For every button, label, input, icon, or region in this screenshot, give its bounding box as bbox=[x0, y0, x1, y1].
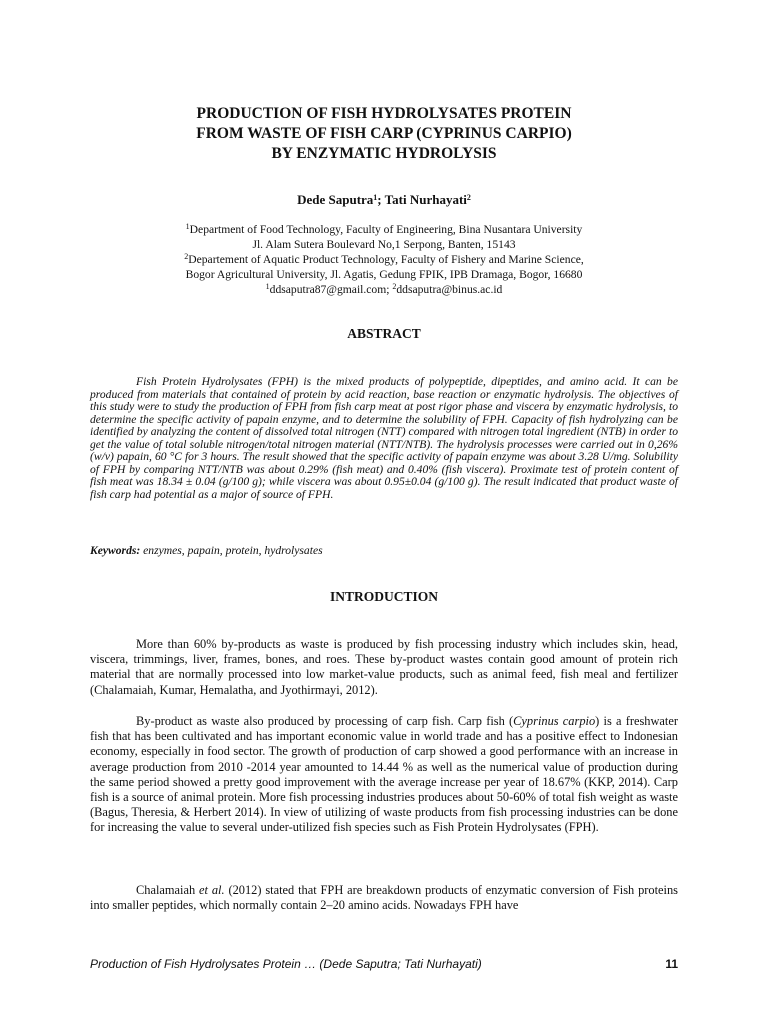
page-number: 11 bbox=[665, 957, 678, 971]
title-line-1: PRODUCTION OF FISH HYDROLYSATES PROTEIN bbox=[196, 105, 572, 122]
affiliation-line-3 bbox=[90, 252, 678, 267]
author-1: Dede Saputra bbox=[297, 192, 374, 207]
affiliation-1-text: Department of Food Technology, Faculty of Engineering, Bina Nusantara University bbox=[189, 223, 583, 236]
affiliation-1-sup: 1 bbox=[185, 222, 190, 231]
intro-paragraph-1: More than 60% by-products as waste is produced by fish processing industry which includes skin, head, viscera, trimmings, liver, frames, bones, and roes. These by-product wastes contain good amount of protein rich material that are normally processed into low market-value products, such as animal feed, fish meal and fertilizer (Chalamaiah, Kumar, Hemalatha, and Jyothirmayi, 2012). bbox=[90, 637, 678, 697]
intro-p3-text-a: Chalamaiah bbox=[136, 883, 200, 897]
author-2-sup: 2 bbox=[466, 193, 471, 202]
intro-p2-text-b: ) is a freshwater fish that has been cultivated and has important economic value in world trade and has a positive effect to Indonesian economy, especially in food sector. The growth of production of carp showed a good performance with an increase in average production from 2010 -2014 year amounted to 14.44 % as well as the numerical value of production during the same period showed a pretty good improvement with the average increase per year of 18.67% (KKP, 2014). Carp fish is a source of animal protein. More fish processing industries produces about 50-60% of total fish weight as waste (Bagus, Theresia, & Herbert 2014). In view of utilizing of waste products from fish processing industries can be done for increasing the value to several under-utilized fish species such as Fish Protein Hydrolysates (FPH). bbox=[90, 714, 679, 835]
keywords-list: enzymes, papain, protein, hydrolysates bbox=[140, 544, 323, 557]
email-1-sup: 1 bbox=[265, 282, 270, 291]
affiliation-line-1 bbox=[90, 222, 678, 237]
author-2: Tati Nurhayati bbox=[384, 192, 467, 207]
abstract-text: Fish Protein Hydrolysates (FPH) is the mixed products of polypeptide, dipeptides, and amino acid. It can be produced from materials that contained of protein by acid reaction, base reaction or enzymatic hydrolysis. The objectives of this study were to study the production of FPH from fish carp meat at post rigor phase and viscera by enzymatic hydrolysis, to determine the specific activity of papain enzyme, and to determine the solubility of FPH. Capacity of fish hydrolyzing can be identified by analyzing the content of dissolved total nitrogen (NTT) compared with nitrogen total ingredient (NTB) in order to get the value of total soluble nitrogen/total nitrogen material (NTT/NTB). The hydrolysis processes were carried out in 0,26% (w/v) papain, 60 °C for 3 hours. The result showed that the specific activity of papain enzyme was about 3.28 U/mg. Solubility of FPH by comparing NTT/NTB was about 0.29% (fish meat) and 0.40% (fish viscera). Proximate test of protein content of fish meat was 18.34 ± 0.04 (g/100 g); while viscera was about 0.95±0.04 (g/100 g). The result indicated that product waste of fish carp had potential as a major of source of FPH. bbox=[90, 375, 678, 501]
affiliation-2-sup: 2 bbox=[184, 252, 189, 261]
intro-p2-text-a: By-product as waste also produced by processing of carp fish. Carp fish ( bbox=[136, 714, 514, 728]
affiliations bbox=[90, 222, 678, 297]
email-line bbox=[90, 282, 678, 297]
intro-paragraph-3 bbox=[90, 883, 678, 913]
affiliation-2-text: Departement of Aquatic Product Technology, Faculty of Fishery and Marine Science, bbox=[188, 253, 584, 266]
title-line-3: BY ENZYMATIC HYDROLYSIS bbox=[271, 145, 497, 162]
et-al: et al. bbox=[199, 883, 225, 897]
running-title: Production of Fish Hydrolysates Protein … (Dede Saputra; Tati Nurhayati) bbox=[90, 957, 482, 971]
intro-p3-text-b: (2012) stated that FPH are breakdown products of enzymatic conversion of Fish proteins into smaller peptides, which normally contain 2–20 amino acids. Nowadays FPH have bbox=[90, 883, 679, 913]
affiliation-line-4: Bogor Agricultural University, Jl. Agatis, Gedung FPIK, IPB Dramaga, Bogor, 16680 bbox=[185, 268, 583, 281]
introduction-heading: INTRODUCTION bbox=[329, 589, 438, 604]
affiliation-line-2: Jl. Alam Sutera Boulevard No,1 Serpong, Banten, 15143 bbox=[252, 238, 516, 251]
intro-paragraph-2 bbox=[90, 714, 678, 836]
email-2: ddsaputra@binus.ac.id bbox=[396, 283, 503, 296]
email-2-sup: 2 bbox=[392, 282, 397, 291]
email-1: ddsaputra87@gmail.com; bbox=[269, 283, 393, 296]
author-1-sup: 1 bbox=[373, 193, 378, 202]
keywords-label: Keywords: bbox=[90, 544, 141, 557]
author-separator: ; bbox=[377, 192, 385, 207]
author-list bbox=[90, 192, 678, 208]
page-footer bbox=[90, 957, 678, 971]
paper-title bbox=[90, 104, 678, 164]
abstract-heading: ABSTRACT bbox=[347, 326, 421, 341]
title-line-2: FROM WASTE OF FISH CARP (CYPRINUS CARPIO) bbox=[196, 125, 572, 142]
species-name: Cyprinus carpio bbox=[513, 714, 596, 728]
keywords-line bbox=[90, 544, 678, 557]
